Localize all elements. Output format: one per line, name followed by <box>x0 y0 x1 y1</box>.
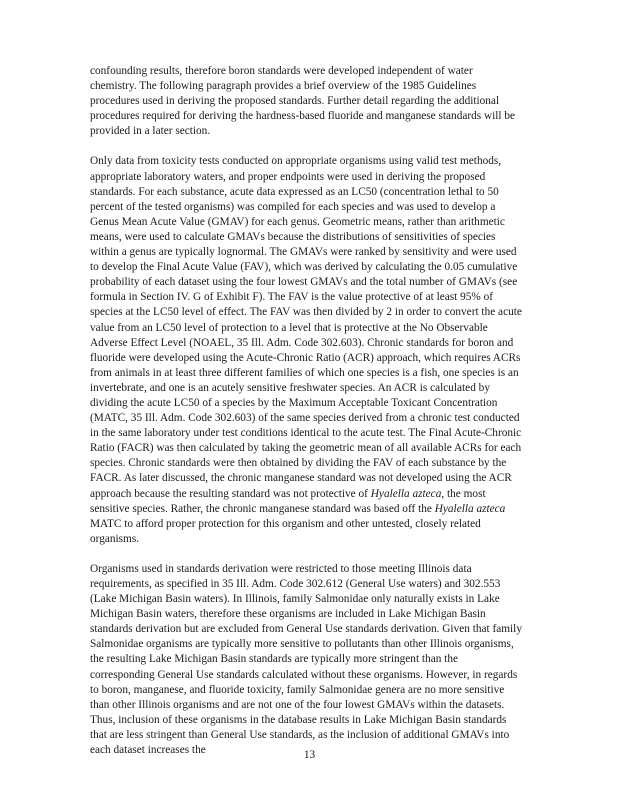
species-name: Hyalella azteca <box>434 502 506 515</box>
text-run: Organisms used in standards derivation were restricted to those meeting Illinois data requirements, as specified in 35 Ill. Adm. Code 302.612 (General Use waters) and 302.553 (Lake Michigan Basin waters). In Illinois, family Salmonidae only naturally exists in Lake Michigan Basin waters, therefore these organisms are included in Lake Michigan Basin standards derivation but are excluded from General Use standards derivation. Given that family Salmonidae organisms are typically more sensitive to pollutants than other Illinois organisms, the resulting Lake Michigan Basin standards are typically more stringent than the corresponding General Use standards calculated without these organisms. However, in regards to boron, manganese, and fluoride toxicity, family Salmonidae genera are no more sensitive than other Illinois organisms and are not one of the four lowest GMAVs within the datasets. Thus, inclusion of these organisms in the database results in Lake Michigan Basin standards that are less stringent than General Use standards, as the inclusion of additional GMAVs into each dataset increases the <box>90 562 522 757</box>
page-number: 13 <box>303 749 316 761</box>
paragraph-water-chemistry <box>90 64 522 139</box>
text-run: , the most sensitive species. Rather, the chronic manganese standard was based off the <box>90 487 486 515</box>
text-run: confounding results, therefore boron standards were developed independent of water chemistry. The following paragraph provides a brief overview of the 1985 Guidelines procedures used in deriving the proposed standards. Further detail regarding the additional procedures required for deriving the hardness-based fluoride and manganese standards will be provided in a later section. <box>90 65 516 138</box>
paragraph-derivation-procedure <box>90 154 522 546</box>
species-name: Hyalella azteca <box>370 487 442 500</box>
body-text <box>90 64 522 773</box>
text-run: MATC to afford proper protection for this organism and other untested, closely related organisms. <box>90 517 481 545</box>
paragraph-organisms-used <box>90 562 522 758</box>
text-run: Only data from toxicity tests conducted on appropriate organisms using valid test methods, appropriate laboratory waters, and proper endpoints were used in deriving the proposed standards. For each substance, acute data expressed as an LC50 (concentration lethal to 50 percent of the tested organisms) was compiled for each species and was used to develop a Genus Mean Acute Value (GMAV) for each genus. Geometric means, rather than arithmetic means, were used to calculate GMAVs because the distributions of sensitivities of species within a genus are typically lognormal. The GMAVs were ranked by sensitivity and were used to develop the Final Acute Value (FAV), which was derived by calculating the 0.05 cumulative probability of each dataset using the four lowest GMAVs and the total number of GMAVs (see formula in Section IV. G of Exhibit F). The FAV is the value protective of at least 95% of species at the LC50 level of effect. The FAV was then divided by 2 in order to convert the acute value from an LC50 level of protection to a level that is protective at the No Observable Adverse Effect Level (NOAEL, 35 Ill. Adm. Code 302.603). Chronic standards for boron and fluoride were developed using the Acute-Chronic Ratio (ACR) approach, which requires ACRs from animals in at least three different families of which one species is a fish, one species is an invertebrate, and one is an acutely sensitive freshwater species. An ACR is calculated by dividing the acute LC50 of a species by the Maximum Acceptable Toxicant Concentration (MATC, 35 Ill. Adm. Code 302.603) of the same species derived from a chronic test conducted in the same laboratory under test conditions identical to the acute test. The Final Acute-Chronic Ratio (FACR) was then calculated by taking the geometric mean of all available ACRs for each species. Chronic standards were then obtained by dividing the FAV of each substance by the FACR. As later discussed, the chronic manganese standard was not developed using the ACR approach because the resulting standard was not protective of <box>90 155 522 500</box>
